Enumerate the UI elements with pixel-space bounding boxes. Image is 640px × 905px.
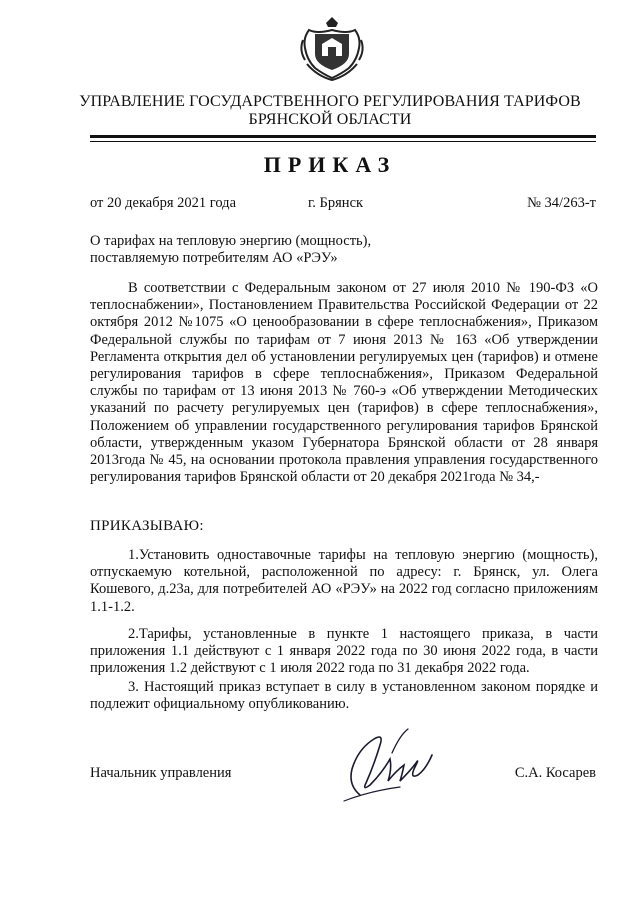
subject-line1: О тарифах на тепловую энергию (мощность), bbox=[90, 233, 372, 249]
organization-name-line1: УПРАВЛЕНИЕ ГОСУДАРСТВЕННОГО РЕГУЛИРОВАНИЯ ТАРИФОВ bbox=[79, 93, 581, 110]
header-divider-thick bbox=[90, 135, 596, 138]
coat-of-arms-emblem bbox=[297, 14, 367, 82]
preamble-paragraph: В соответствии с Федеральным законом от 27 июля 2010 № 190-ФЗ «О теплоснабжении», Постановлением Правительства Российской Федерации от 22 октября 2012 №1075 «О ценообразовании в сфере теплоснабжения», Приказом Федеральной службы по тарифам от 7 июня 2013 № 163 «Об утверждении Регламента открытия дел об установлении регулируемых цен (тарифов) и отмене регулирования тарифов в сфере теплоснабжения», Приказом Федеральной службы по тарифам от 13 июня 2013 № 760-э «Об утверждении Методических указаний по расчету регулируемых цен (тарифов) в сфере теплоснабжения», Положением об управлении государственного регулирования тарифов Брянской области, утвержденным указом Губернатора Брянской области от 28 января 2013года № 45, на основании протокола правления управления государственного регулирования тарифов Брянской области от 20 декабря 2021года № 34,- bbox=[90, 280, 598, 486]
order-date: от 20 декабря 2021 года bbox=[90, 195, 236, 211]
document-title: ПРИКАЗ bbox=[263, 152, 397, 177]
organization-name-line2: БРЯНСКОЙ ОБЛАСТИ bbox=[248, 111, 412, 128]
order-item-1: 1.Установить одноставочные тарифы на тепловую энергию (мощность), отпускаемую котельной, расположенной по адресу: г. Брянск, ул. Олега Кошевого, д.23а, для потребителей АО «РЭУ» на 2022 год согласно приложениям 1.1-1.2. bbox=[90, 547, 598, 615]
orders-label: ПРИКАЗЫВАЮ: bbox=[90, 518, 204, 534]
order-number: № 34/263-т bbox=[527, 195, 596, 211]
order-item-2: 2.Тарифы, установленные в пункте 1 настоящего приказа, в части приложения 1.1 действуют с 1 января 2022 года по 30 июня 2022 года, в части приложения 1.2 действуют с 1 июля 2022 года по 31 декабря 2022 года. bbox=[90, 626, 598, 677]
order-city: г. Брянск bbox=[308, 195, 364, 211]
signatory-role: Начальник управления bbox=[90, 765, 232, 781]
header-divider-thin bbox=[90, 141, 596, 142]
subject-line2: поставляемую потребителям АО «РЭУ» bbox=[90, 250, 338, 266]
handwritten-signature bbox=[330, 725, 440, 810]
signatory-name: С.А. Косарев bbox=[514, 765, 596, 781]
order-item-3: 3. Настоящий приказ вступает в силу в установленном законом порядке и подлежит официальному опубликованию. bbox=[90, 679, 598, 713]
